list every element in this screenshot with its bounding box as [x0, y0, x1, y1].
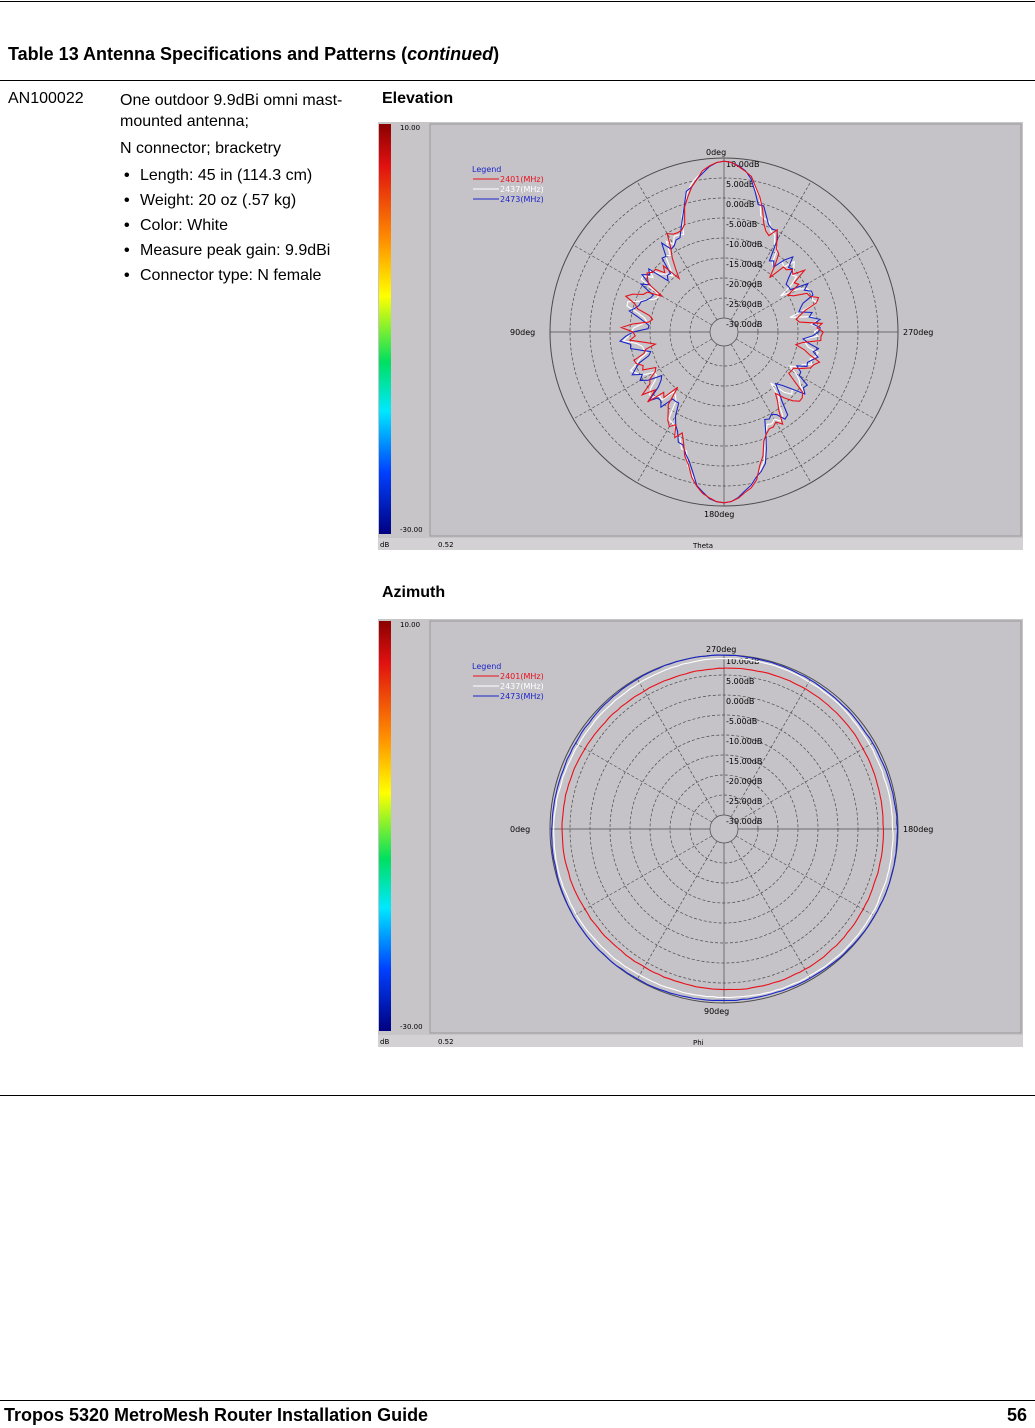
azimuth-scale-min: -30.00: [400, 1023, 423, 1031]
azimuth-angle-right: 180deg: [903, 825, 934, 834]
azimuth-ring-label: -25.00dB: [726, 797, 763, 806]
caption-close: ): [493, 44, 500, 64]
azimuth-ring-label: -10.00dB: [726, 737, 763, 746]
caption-continued: continued: [407, 44, 494, 64]
elevation-color-scale-bar: [379, 124, 391, 534]
azimuth-scale-max: 10.00: [400, 621, 421, 629]
elevation-ring-label: -5.00dB: [726, 220, 758, 229]
azimuth-ring-label: 0.00dB: [726, 697, 755, 706]
caption-text: Table 13 Antenna Specifications and Patterns (: [8, 44, 408, 64]
elevation-scale-min: -30.00: [400, 526, 423, 534]
antenna-description: [120, 90, 370, 290]
elevation-axis-name: Theta: [693, 542, 714, 550]
azimuth-ring-label: -20.00dB: [726, 777, 763, 786]
elevation-ring-label: -15.00dB: [726, 260, 763, 269]
spec-item: • Length: 45 in (114.3 cm): [120, 165, 370, 186]
elevation-scale-value: 0.52: [438, 541, 454, 549]
elevation-ring-label: -10.00dB: [726, 240, 763, 249]
elevation-legend-label: 2401(MHz): [500, 175, 544, 184]
elevation-ring-label: -20.00dB: [726, 280, 763, 289]
azimuth-angle-left: 0deg: [510, 825, 531, 834]
elevation-legend-label: 2437(MHz): [500, 185, 544, 194]
elevation-angle-left: 90deg: [510, 328, 536, 337]
spec-item: • Weight: 20 oz (.57 kg): [120, 190, 370, 211]
table-bottom-rule: [0, 1095, 1035, 1096]
azimuth-ring-label: -30.00dB: [726, 817, 763, 826]
elevation-ring-label: 10.00dB: [726, 160, 760, 169]
azimuth-legend-title: Legend: [472, 662, 502, 671]
elevation-legend-label: 2473(MHz): [500, 195, 544, 204]
spec-list: [120, 165, 370, 286]
elevation-ring-label: 0.00dB: [726, 200, 755, 209]
top-rule: [0, 1, 1035, 2]
azimuth-axis-name: Phi: [693, 1039, 704, 1047]
azimuth-legend-label: 2437(MHz): [500, 682, 544, 691]
elevation-angle-right: 270deg: [903, 328, 934, 337]
elevation-ring-label: -25.00dB: [726, 300, 763, 309]
spec-item: • Measure peak gain: 9.9dBi: [120, 240, 370, 261]
azimuth-scale-value: 0.52: [438, 1038, 454, 1046]
azimuth-scale-unit: dB: [380, 1038, 390, 1046]
elevation-ring-label: -30.00dB: [726, 320, 763, 329]
elevation-legend-title: Legend: [472, 165, 502, 174]
azimuth-legend-label: 2473(MHz): [500, 692, 544, 701]
elevation-scale-unit: dB: [380, 541, 390, 549]
table-caption: [8, 44, 499, 65]
elevation-ring-label: 5.00dB: [726, 180, 755, 189]
description-line: One outdoor 9.9dBi omni mast-mounted antenna;: [120, 92, 343, 130]
azimuth-angle-bottom: 90deg: [704, 1007, 730, 1016]
spec-item: • Color: White: [120, 215, 370, 236]
azimuth-pattern-plot: [378, 619, 1023, 1047]
spec-item: • Connector type: N female: [120, 265, 370, 286]
elevation-title: Elevation: [382, 90, 454, 107]
azimuth-legend-label: 2401(MHz): [500, 672, 544, 681]
footer-rule: [0, 1400, 1035, 1401]
elevation-pattern-plot: [378, 122, 1023, 550]
azimuth-title: Azimuth: [382, 584, 446, 601]
azimuth-ring-label: 10.00dB: [726, 657, 760, 666]
azimuth-ring-label: -15.00dB: [726, 757, 763, 766]
azimuth-ring-label: 5.00dB: [726, 677, 755, 686]
part-number: AN100022: [8, 90, 84, 107]
elevation-angle-bottom: 180deg: [704, 510, 735, 519]
page-number: 56: [1006, 1405, 1027, 1425]
elevation-angle-top: 0deg: [706, 148, 727, 157]
azimuth-ring-label: -5.00dB: [726, 717, 758, 726]
footer-title: Tropos 5320 MetroMesh Router Installation Guide: [4, 1405, 429, 1425]
azimuth-color-scale-bar: [379, 621, 391, 1031]
table-header-rule: [0, 80, 1035, 81]
description-line: N connector; bracketry: [120, 140, 281, 157]
azimuth-angle-top: 270deg: [706, 645, 737, 654]
elevation-scale-max: 10.00: [400, 124, 421, 132]
